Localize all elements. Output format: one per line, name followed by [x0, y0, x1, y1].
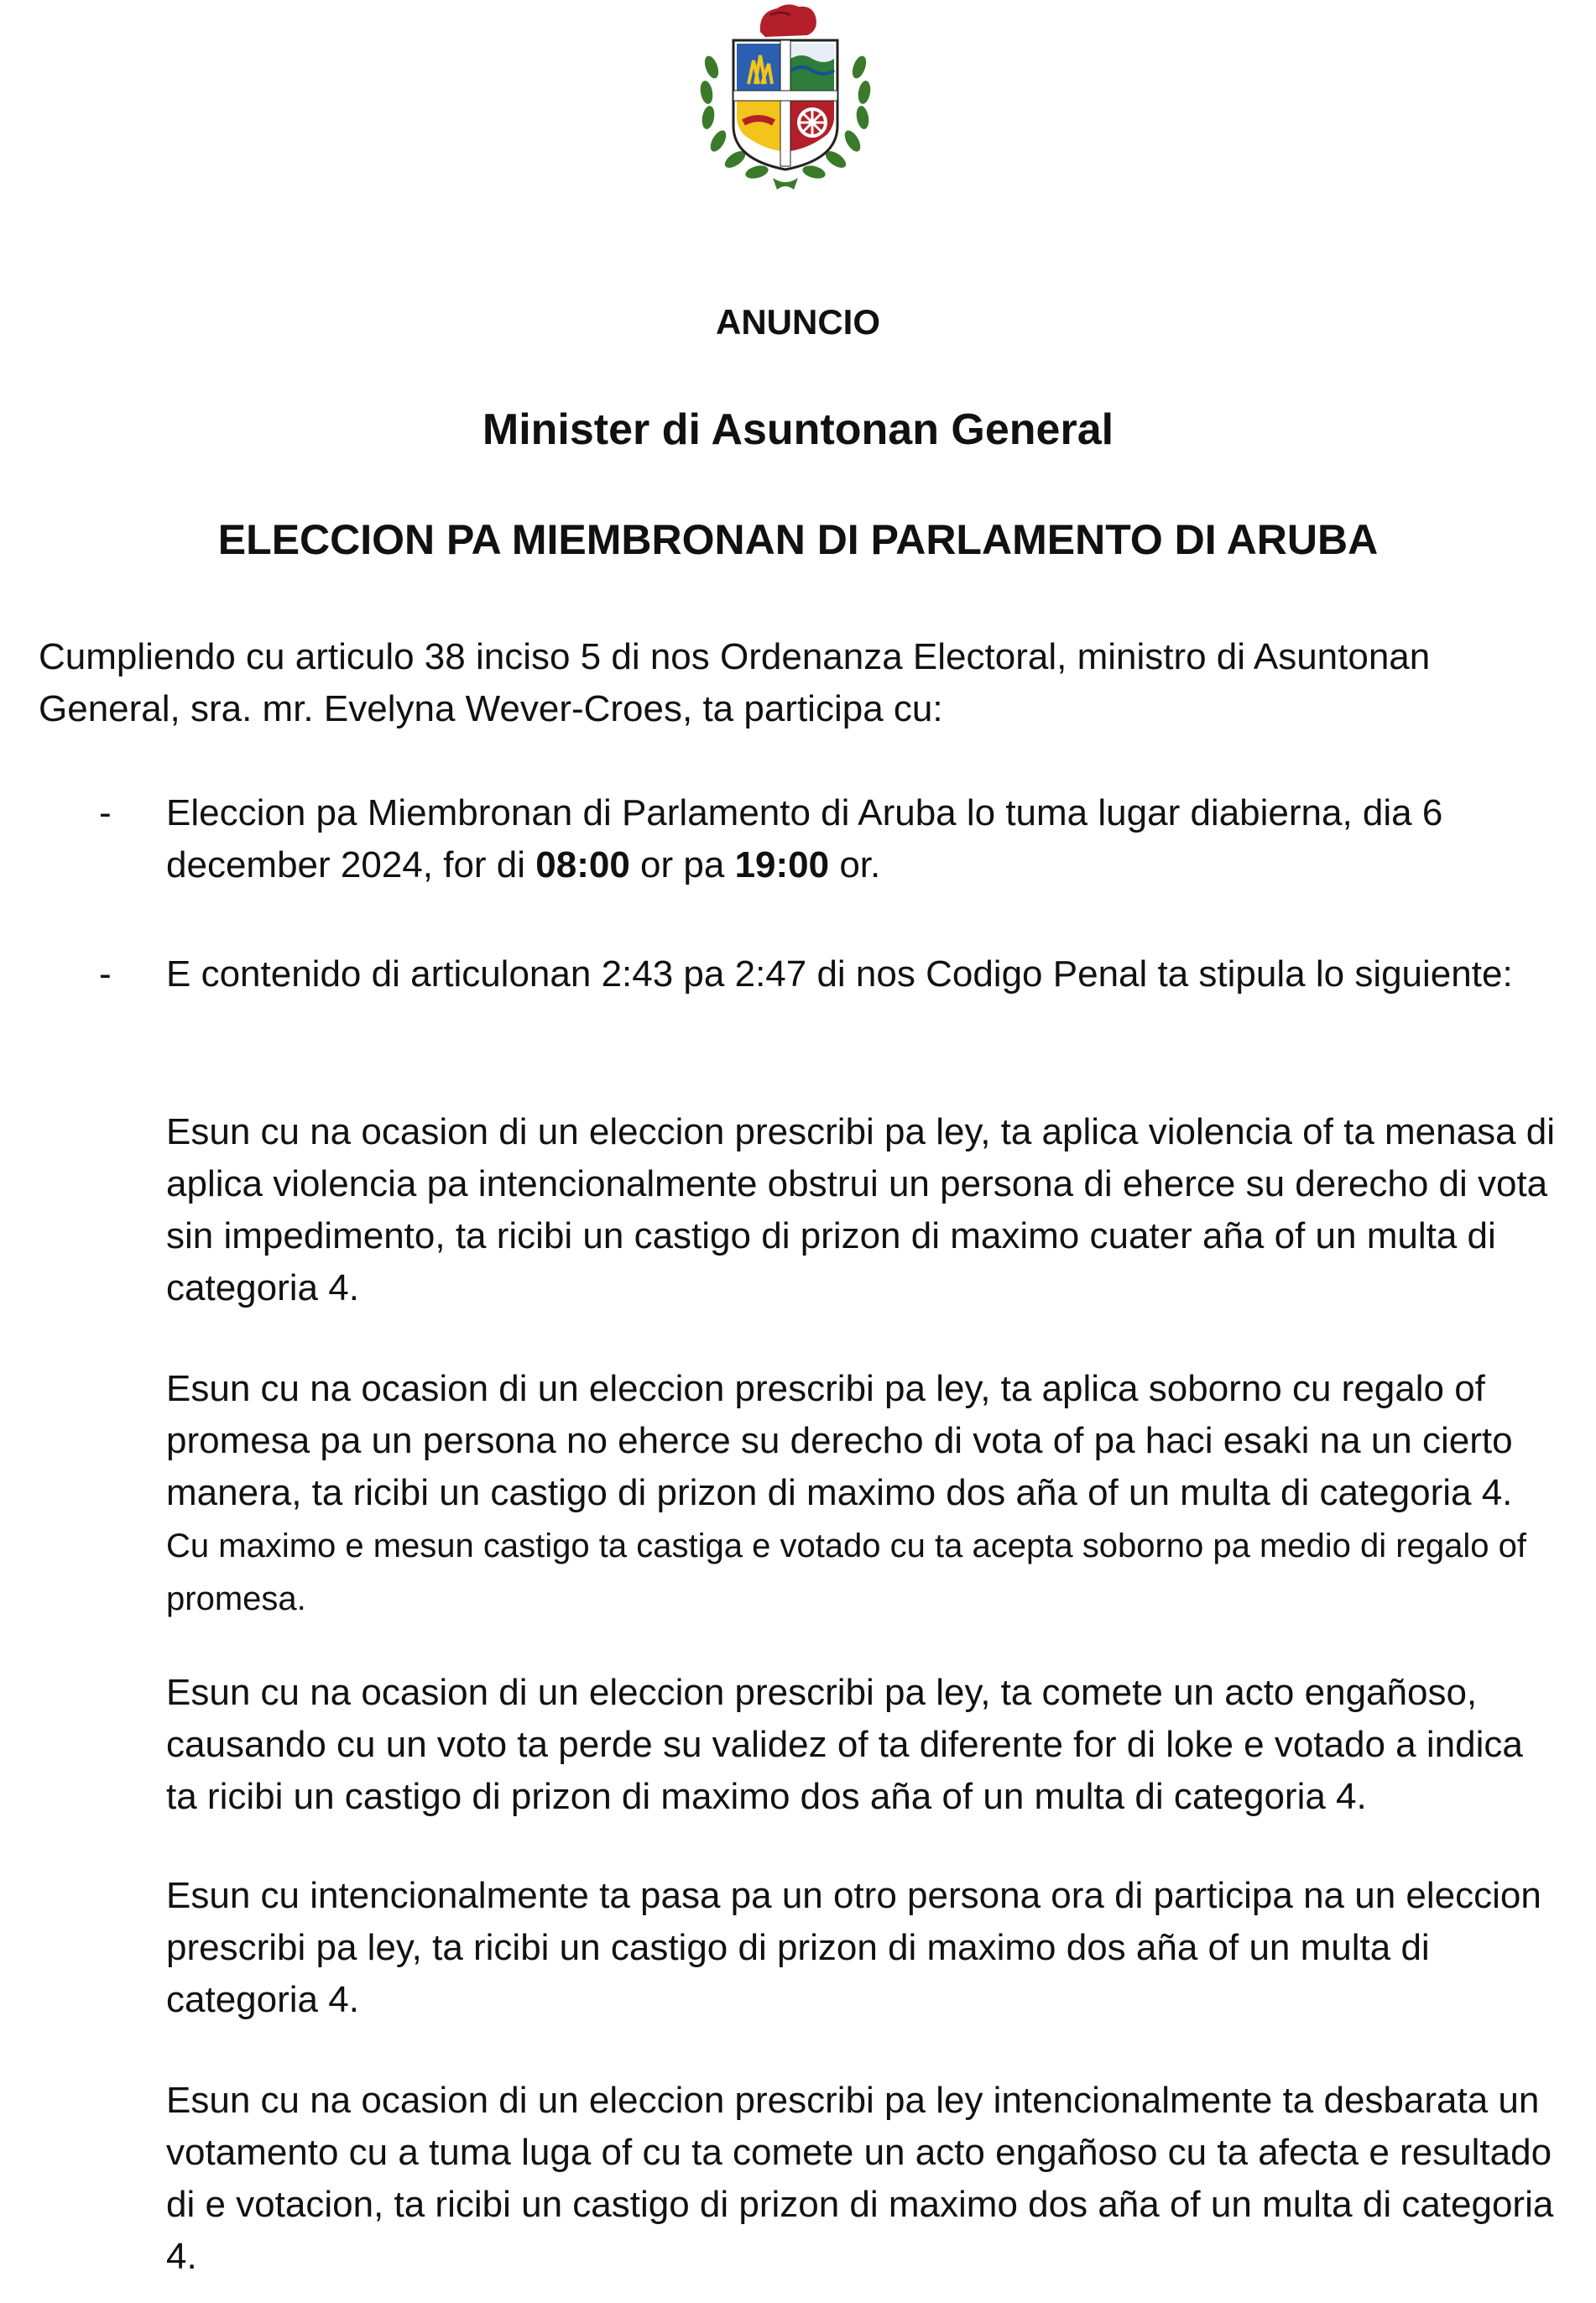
article-paragraph: [166, 1363, 1559, 1625]
document-title: ANUNCIO: [716, 302, 880, 342]
bullet-text: E contenido di articulonan 2:43 pa 2:47 di nos Codigo Penal ta stipula lo siguiente:: [166, 953, 1513, 995]
document-heading: ELECCION PA MIEMBRONAN DI PARLAMENTO DI ARUBA: [217, 516, 1379, 563]
bullet-text-part: or.: [829, 844, 881, 885]
article-paragraph: Esun cu na ocasion di un eleccion prescribi pa ley, ta comete un acto engañoso, causando cu un voto ta perde su validez of ta diferente for di loke e votado a indica ta ricibi un castigo di prizon di maximo dos aña of un multa di categoria 4.: [166, 1672, 1523, 1817]
article-paragraph-part: Cu maximo e mesun castigo ta castiga e votado cu ta acepta soborno pa medio di regalo of promesa.: [166, 1528, 1526, 1617]
time-start: 08:00: [535, 844, 630, 885]
article-paragraph-part: Esun cu na ocasion di un eleccion prescribi pa ley, ta aplica soborno cu regalo of promesa pa un persona no eherce su derecho di vota of pa haci esaki na un cierto manera, ta ricibi un castigo di prizon di maximo dos aña of un multa di categoria 4.: [166, 1368, 1513, 1513]
time-end: 19:00: [734, 844, 830, 885]
intro-paragraph: Cumpliendo cu articulo 38 inciso 5 di nos Ordenanza Electoral, ministro di Asuntonan General, sra. mr. Evelyna Wever-Croes, ta participa cu:: [39, 636, 1431, 729]
article-paragraph: Esun cu na ocasion di un eleccion prescribi pa ley intencionalmente ta desbarata un votamento cu a tuma luga of cu ta comete un acto engañoso cu ta afecta e resultado di e votacion, ta ricibi un castigo di prizon di maximo dos aña of un multa di categoria 4.: [166, 2080, 1554, 2277]
bullet-text: [166, 787, 1559, 891]
aruba-coat-of-arms-icon: [693, 0, 878, 193]
article-paragraph: Esun cu intencionalmente ta pasa pa un otro persona ora di participa na un eleccion prescribi pa ley, ta ricibi un castigo di prizon di maximo dos aña of un multa di categoria 4.: [166, 1875, 1541, 2020]
bullet-dash: -: [99, 953, 112, 995]
document-subtitle: Minister di Asuntonan General: [482, 405, 1114, 454]
bullet-dash: -: [99, 792, 112, 833]
article-paragraph: Esun cu na ocasion di un eleccion prescribi pa ley, ta aplica violencia of ta menasa di aplica violencia pa intencionalmente obstrui un persona di eherce su derecho di vota sin impedimento, ta ricibi un castigo di prizon di maximo cuater aña of un multa di categoria 4.: [166, 1111, 1556, 1308]
bullet-text-part: or pa: [629, 844, 735, 885]
bullet-text-part: Eleccion pa Miembronan di Parlamento di Aruba lo tuma lugar diabierna, dia 6 december 2024, for di: [166, 792, 1443, 885]
